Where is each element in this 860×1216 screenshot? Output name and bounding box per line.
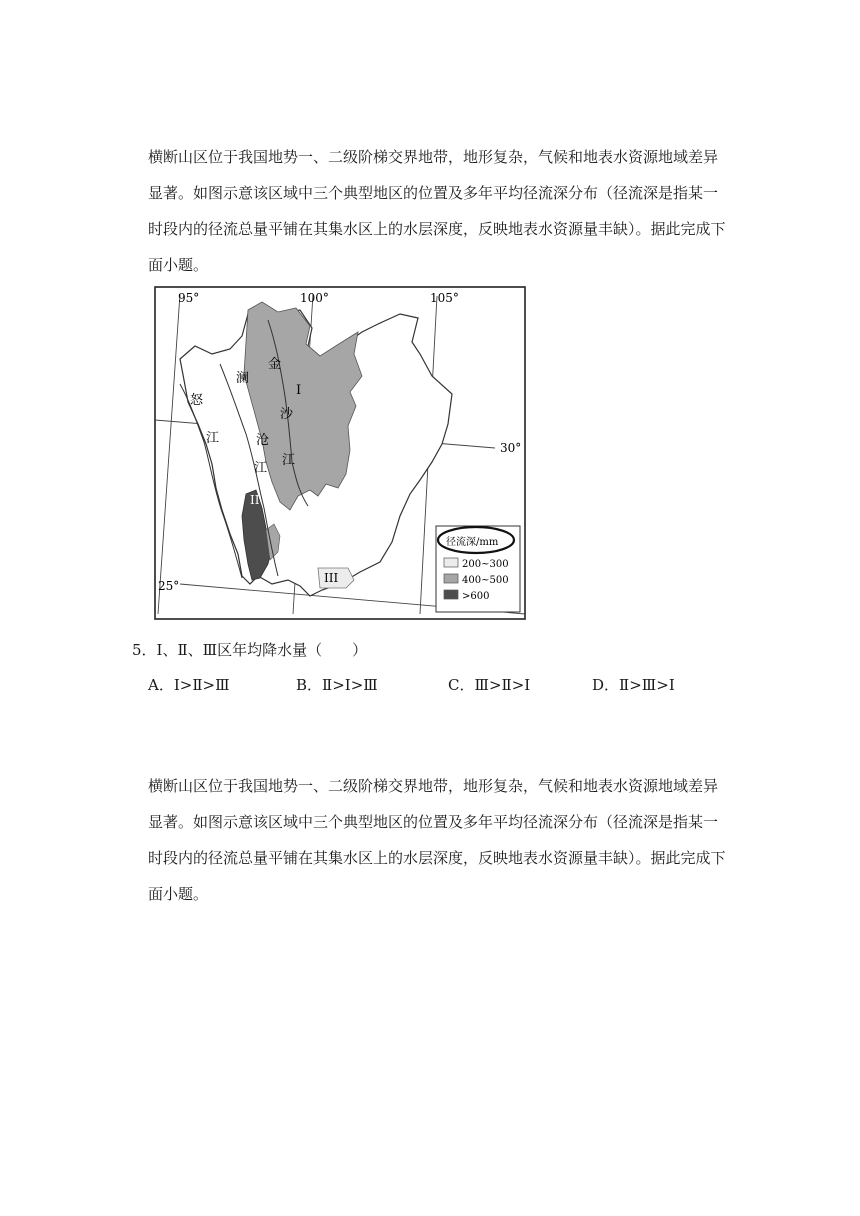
legend-label-mid: 400~500 (462, 575, 509, 586)
legend-swatch-low (444, 558, 458, 567)
region-label-iii: III (324, 571, 339, 585)
intro-line: 时段内的径流总量平铺在其集水区上的水层深度，反映地表水资源量丰缺）。据此完成下 (148, 220, 726, 238)
river-label-cang: 沧 (256, 433, 270, 448)
intro-line: 显著。如图示意该区域中三个典型地区的位置及多年平均径流深分布（径流深是指某一 (148, 184, 719, 202)
legend (436, 526, 520, 612)
question-5 (132, 638, 367, 662)
intro-line: 面小题。 (148, 256, 209, 274)
intro-line: 显著。如图示意该区域中三个典型地区的位置及多年平均径流深分布（径流深是指某一 (148, 813, 719, 831)
river-label-nu-jiang: 江 (206, 431, 220, 446)
option-d[interactable]: D．Ⅱ>Ⅲ>Ⅰ (592, 676, 675, 694)
intro-paragraph-top (148, 139, 736, 283)
legend-label-high: >600 (462, 591, 490, 602)
legend-label-low: 200~300 (462, 559, 509, 570)
hengduan-runoff-map (150, 284, 530, 624)
legend-swatch-mid (444, 574, 458, 583)
legend-swatch-high (444, 590, 458, 599)
lat-label-25: 25° (158, 579, 180, 593)
river-label-nu: 怒 (190, 393, 204, 408)
lon-label-100: 100° (300, 291, 329, 305)
intro-line: 时段内的径流总量平铺在其集水区上的水层深度，反映地表水资源量丰缺）。据此完成下 (148, 849, 726, 867)
region-label-ii: II (250, 493, 260, 507)
option-a[interactable]: A．Ⅰ>Ⅱ>Ⅲ (148, 676, 230, 694)
region-label-i: I (296, 383, 302, 398)
intro-paragraph-bottom (148, 768, 736, 912)
question-number: 5． (132, 641, 157, 659)
option-c[interactable]: C．Ⅲ>Ⅱ>Ⅰ (448, 676, 531, 694)
lat-label-30: 30° (500, 441, 522, 455)
river-label-jin: 金 (268, 357, 282, 372)
lon-label-105: 105° (430, 291, 459, 305)
option-b[interactable]: B．Ⅱ>Ⅰ>Ⅲ (296, 676, 378, 694)
answer-options (148, 674, 748, 698)
intro-line: 面小题。 (148, 885, 209, 903)
lon-label-95: 95° (178, 291, 200, 305)
river-label-jinsha-jiang: 江 (282, 453, 296, 468)
river-label-sha: 沙 (280, 407, 294, 422)
river-label-lancang-jiang: 江 (254, 461, 268, 476)
intro-line: 横断山区位于我国地势一、二级阶梯交界地带，地形复杂，气候和地表水资源地域差异 (148, 777, 719, 795)
river-label-lan: 澜 (236, 371, 250, 386)
legend-title: 径流深/mm (446, 537, 499, 548)
intro-line: 横断山区位于我国地势一、二级阶梯交界地带，地形复杂，气候和地表水资源地域差异 (148, 148, 719, 166)
question-text: Ⅰ、Ⅱ、Ⅲ区年均降水量（ ） (156, 641, 368, 659)
